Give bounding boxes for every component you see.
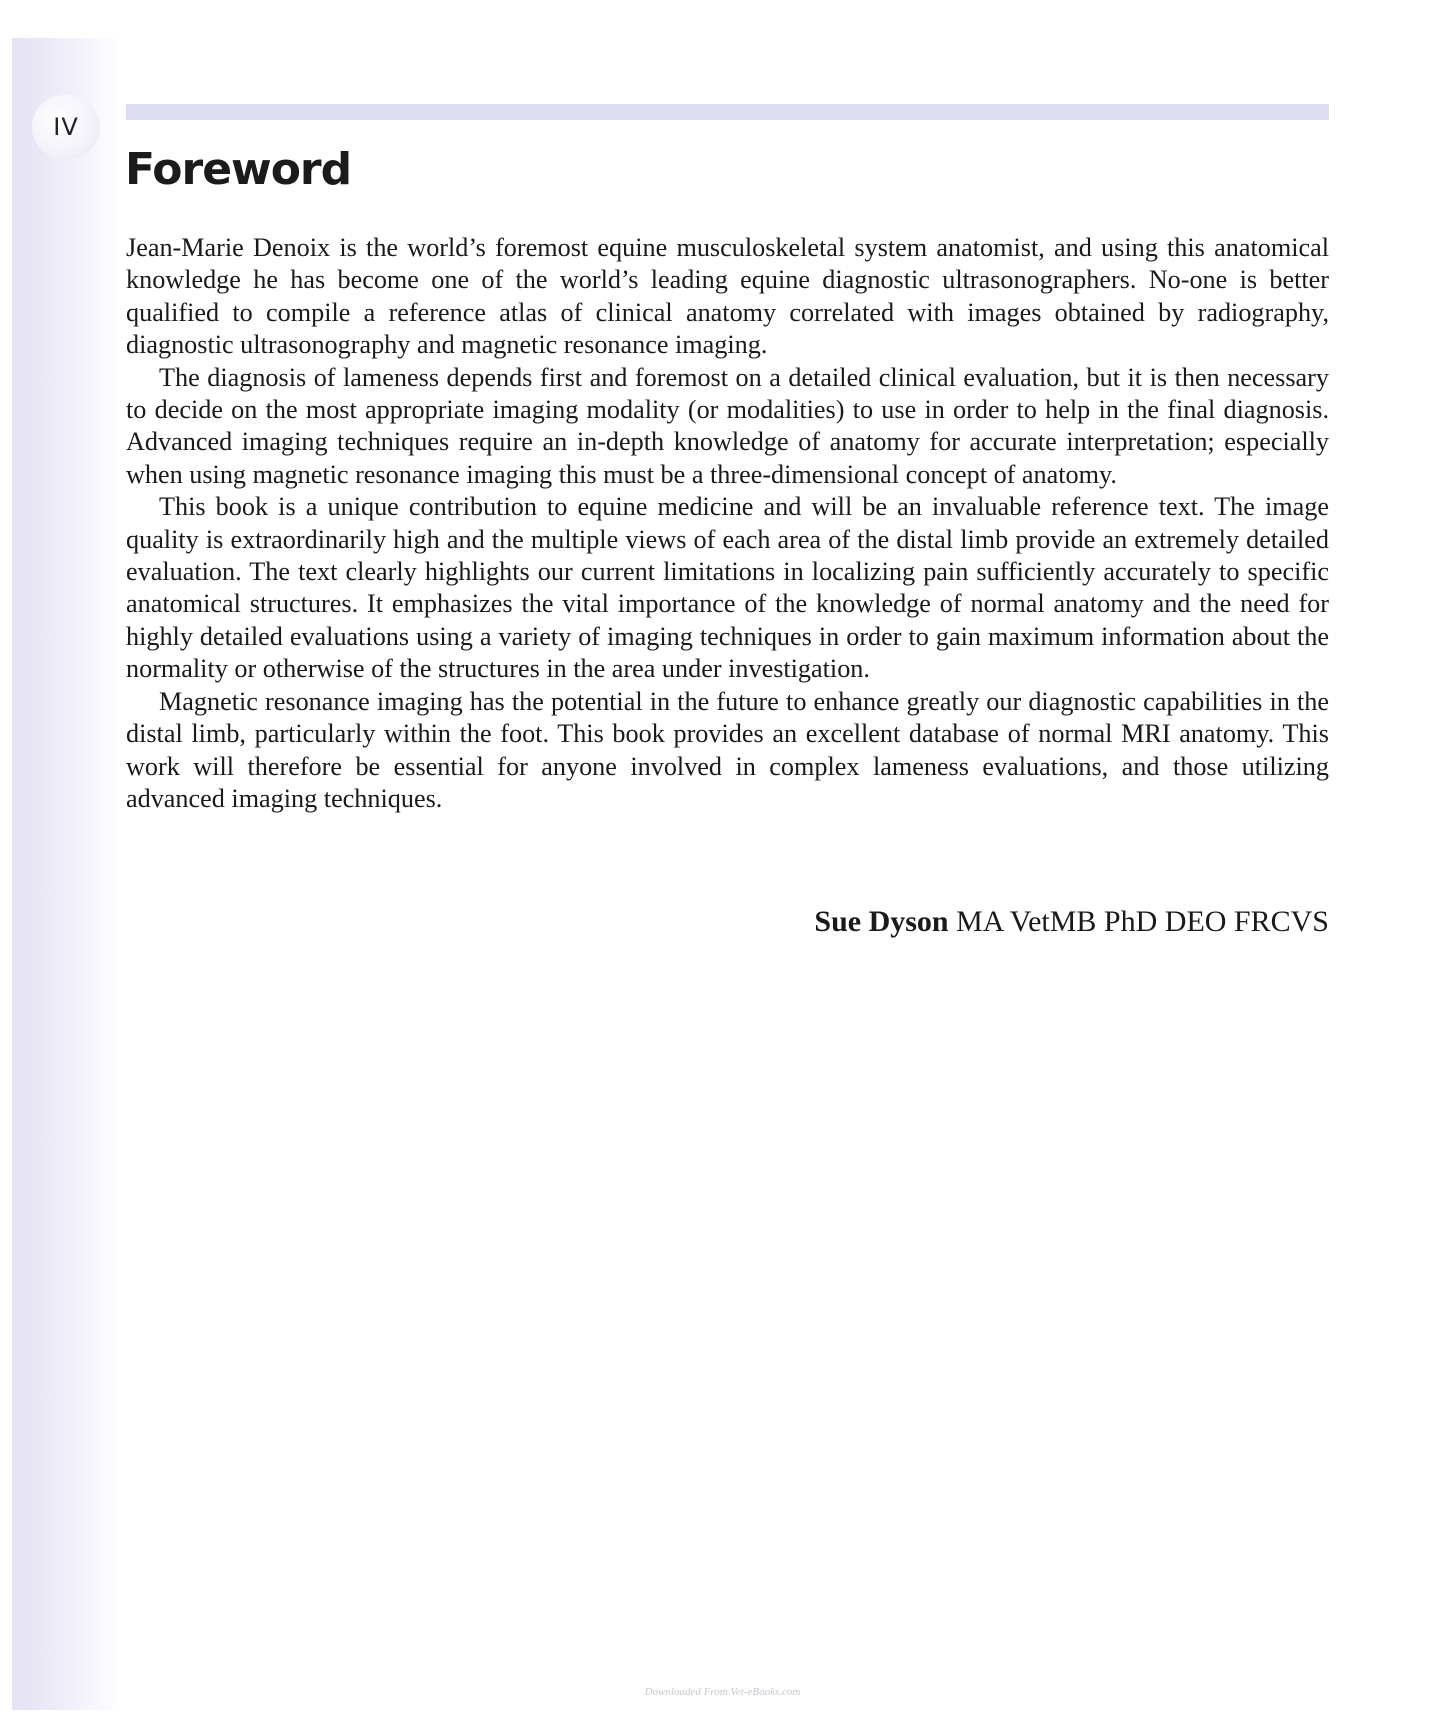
paragraph-1: Jean-Marie Denoix is the world’s foremost equine musculoskeletal system anatomist, and using this anatomical knowledge he has become one of the world’s leading equine diagnostic ultrasonographers. No-one is better qualified to compile a reference atlas of clinical anatomy correlated with images obtained by radiography, diagnostic ultrasonography and magnetic resonance imaging. (126, 233, 1329, 360)
paragraph-2: The diagnosis of lameness depends first and foremost on a detailed clinical evaluation, but it is then necessary to decide on the most appropriate imaging modality (or modalities) to use in order to help in the final diagnosis. Advanced imaging techniques require an in-depth knowledge of anatomy for accurate interpretation; especially when using magnetic resonance imaging this must be a three-dimensional concept of anatomy. (126, 362, 1329, 489)
header-rule (126, 104, 1329, 120)
page-number: IV (32, 95, 100, 159)
footer-watermark: Downloaded From Vet-eBooks.com (644, 1686, 801, 1698)
paragraph-3: This book is a unique contribution to equine medicine and will be an invaluable reference text. The image quality is extraordinarily high and the multiple views of each area of the distal limb provide an extremely detailed evaluation. The text clearly highlights our current limitations in localizing pain sufficiently accurately to specific anatomical structures. It emphasizes the vital importance of the knowledge of normal anatomy and the need for highly detailed evaluations using a variety of imaging techniques in order to gain maximum information about the normality or otherwise of the structures in the area under investigation. (126, 492, 1329, 684)
signature-name: Sue Dyson (814, 905, 949, 938)
page-title: Foreword (125, 144, 352, 195)
signature-credentials: MA VetMB PhD DEO FRCVS (948, 905, 1329, 938)
margin-band (12, 38, 122, 1710)
foreword-body (126, 232, 1329, 815)
signature (126, 905, 1329, 939)
paragraph-4: Magnetic resonance imaging has the potential in the future to enhance greatly our diagnostic capabilities in the distal limb, particularly within the foot. This book provides an excellent database of normal MRI anatomy. This work will therefore be essential for anyone involved in complex lameness evaluations, and those utilizing advanced imaging techniques. (126, 686, 1329, 813)
